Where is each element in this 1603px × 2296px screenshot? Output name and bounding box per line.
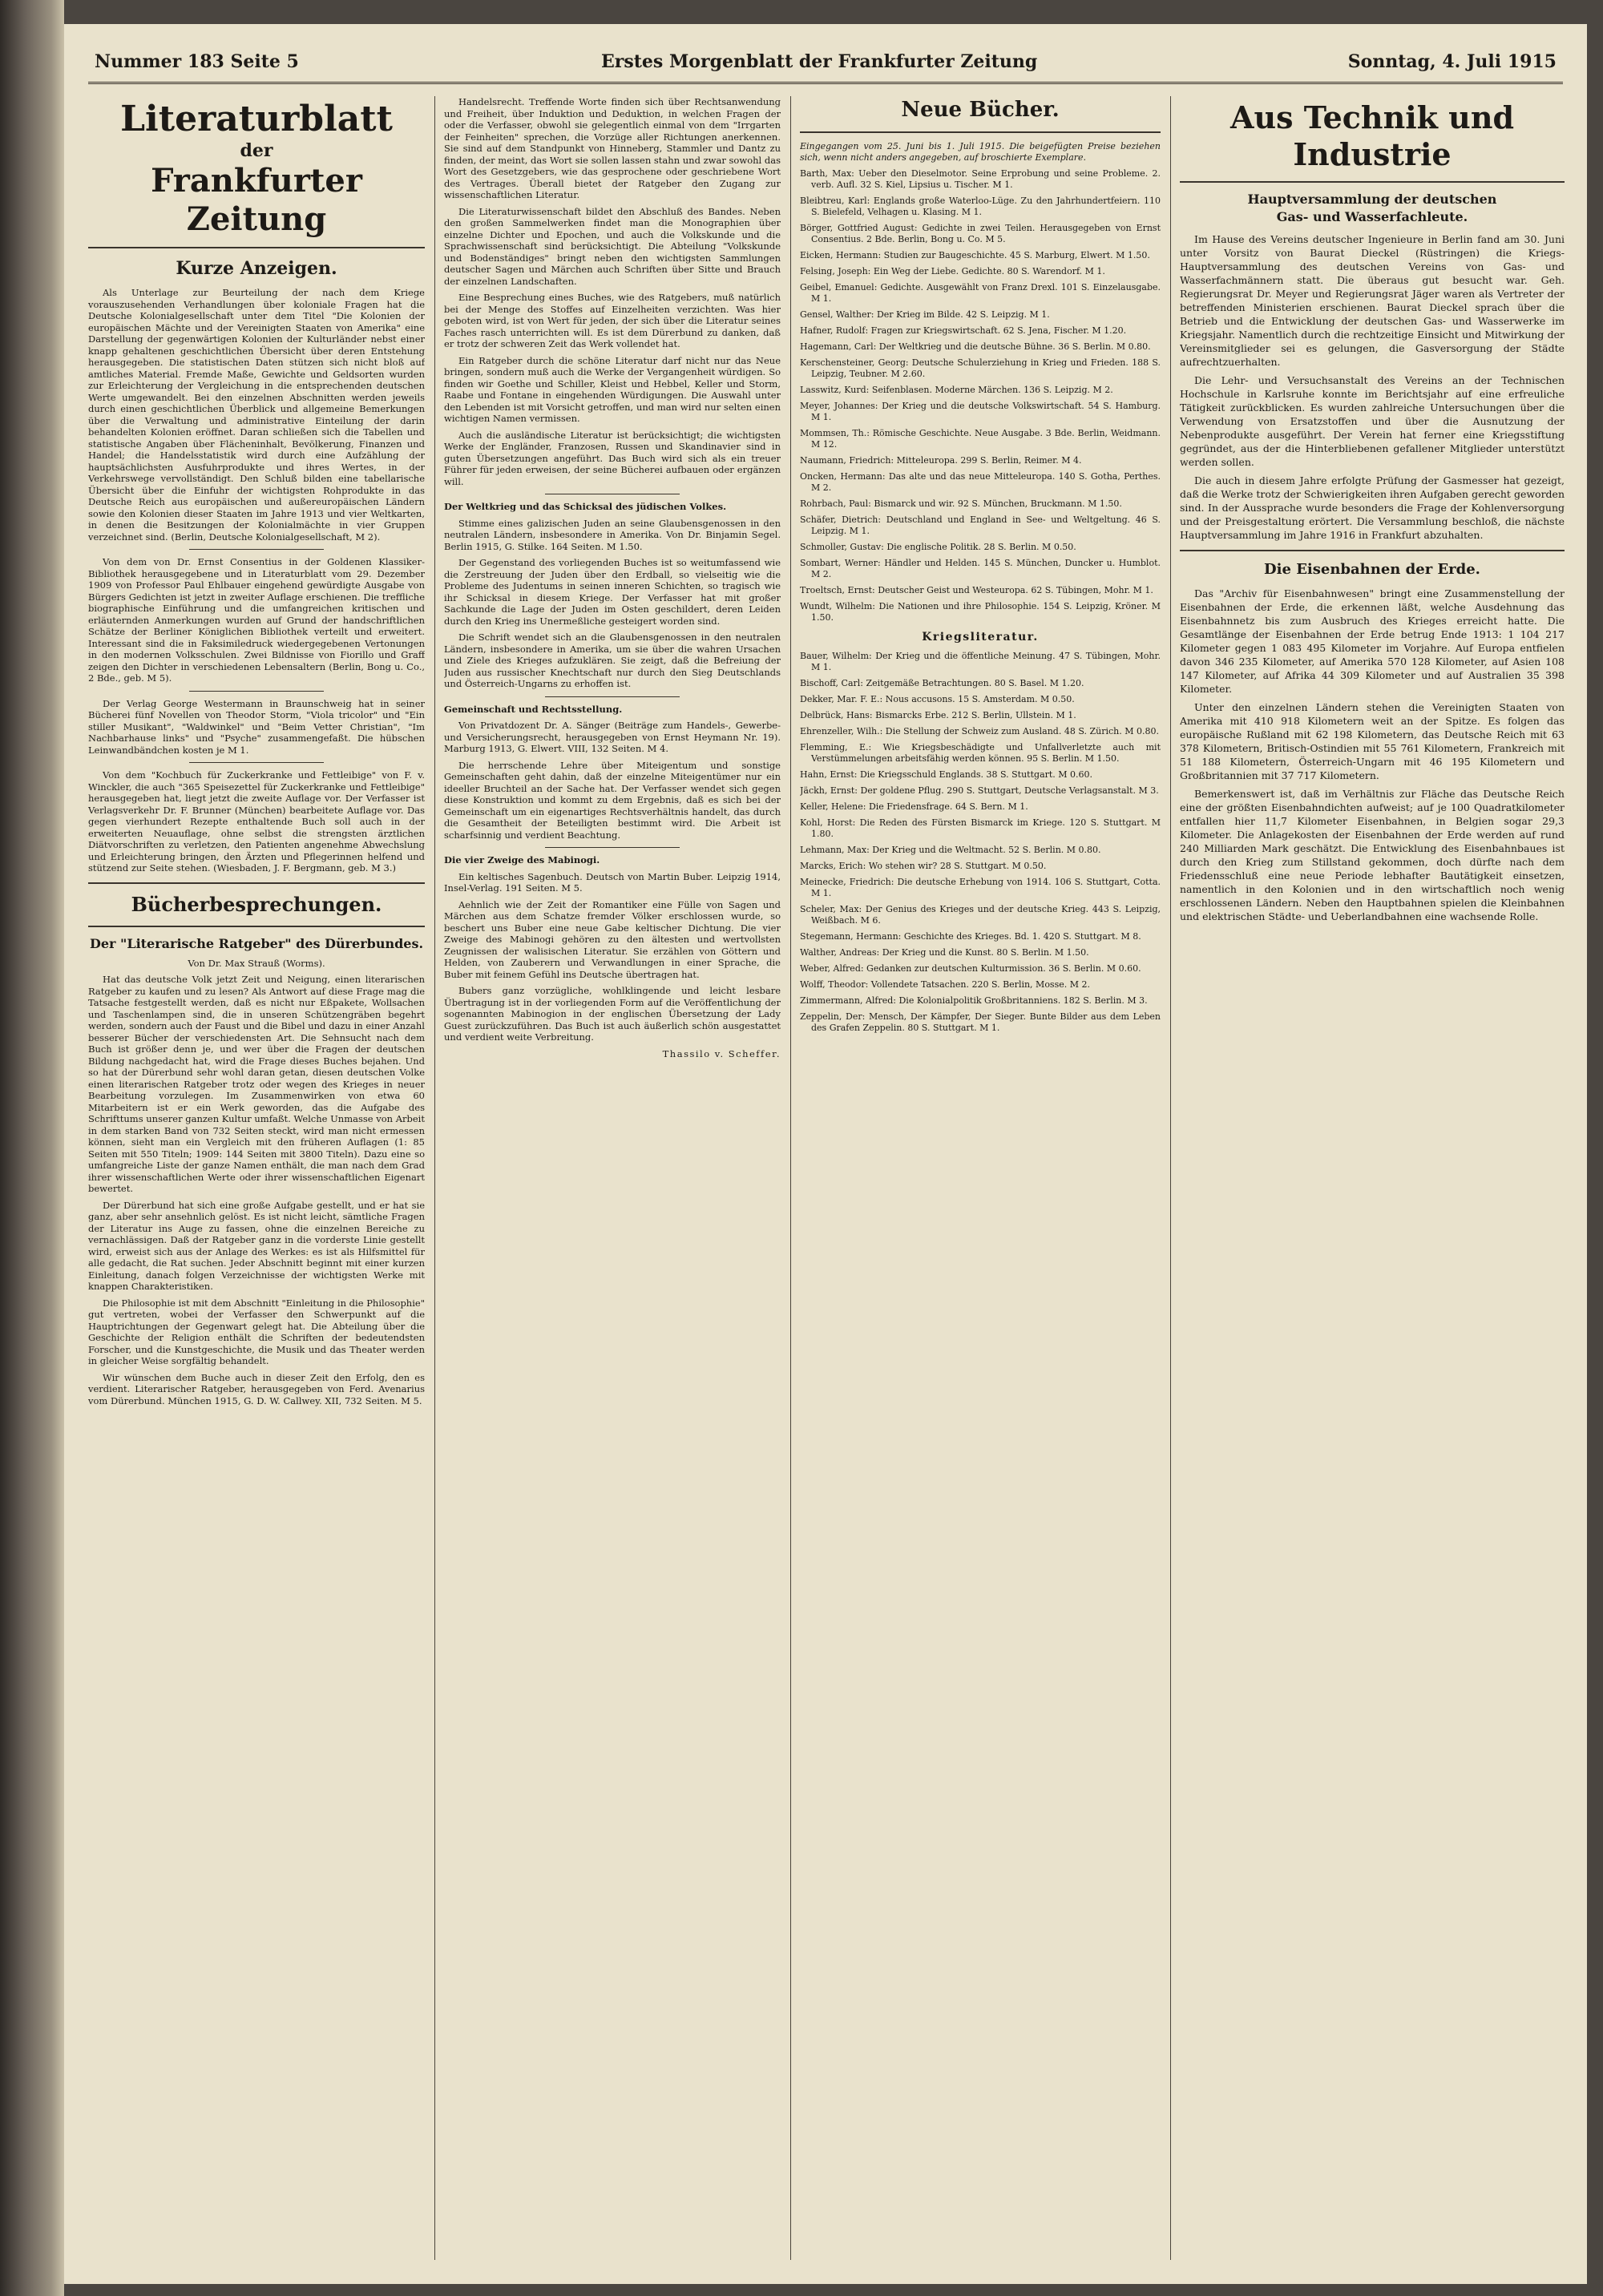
divider xyxy=(545,696,680,697)
divider xyxy=(800,131,1161,133)
article-paragraph: Von dem "Kochbuch für Zuckerkranke und Fettleibige" von F. v. Winckler, die auch "365 Speisezettel für Zuckerkranke und Fettleibige" herausgegeben hat, liegt jetzt die zweite Auflage vor. Der Verfasser ist Verlagsverkehr Dr. F. Brunner (München) bearbeitete Auflage vor. Das gegen vierhundert Rezepte enthaltende Buch soll auch in der erweiterten Neuauflage, ohne selbst die strengsten ärztlichen Diätvorschriften zu verletzen, den Patienten angenehme Abwechslung und Erleichterung bringen, den Ärzten und Pflegerinnen helfend und stützend zur Seite stehen. (Wiesbaden, J. F. Bergmann, geb. M 3.) xyxy=(88,769,425,874)
book-entry: Wolff, Theodor: Vollendete Tatsachen. 220 S. Berlin, Mosse. M 2. xyxy=(800,979,1090,990)
masthead-frankfurter-zeitung: Frankfurter Zeitung xyxy=(151,162,362,238)
article-paragraph: Bubers ganz vorzügliche, wohlklingende und leicht lesbare Übertragung ist in der vorliegenden Form auf die Veröffentlichung der sogenannten Mabinogion in der englischen Übersetzung der Lady Guest zurückzuführen. Das Buch ist auch äußerlich schön ausgestattet und verdient weite Verbreitung. xyxy=(444,985,781,1043)
column-rule xyxy=(1170,96,1171,2260)
book-entry: Dekker, Mar. F. E.: Nous accusons. 15 S. Amsterdam. M 0.50. xyxy=(800,694,1075,704)
divider xyxy=(1180,550,1565,551)
book-entry: Zeppelin, Der: Mensch, Der Kämpfer, Der Sieger. Bunte Bilder aus dem Leben des Grafen Zeppelin. 80 S. Stuttgart. M 1. xyxy=(800,1011,1161,1033)
newspaper-page xyxy=(64,24,1587,2284)
article-paragraph: Von dem von Dr. Ernst Consentius in der Goldenen Klassiker-Bibliothek herausgegebene und in Literaturblatt vom 29. Dezember 1909 von Professor Paul Ehlbauer eingehend gewürdigte Ausgabe von Bürgers Gedichten ist jetzt in zweiter Auflage erschienen. Die treffliche biographische Einführung und die umfangreichen kritischen und erläuternden Anmerkungen wurden auf Grund der handschriftlichen Schätze der Berliner Königlichen Bibliothek verteilt und erweitert. Interessant sind die in Faksimiledruck wiedergegebenen Vertonungen in den modernen Volksschulen. Zwei Bildnisse von Fiorillo und Graff zeigen den Dichter in verschiedenen Lebensaltern (Berlin, Bong u. Co., 2 Bde., geb. M 5). xyxy=(88,556,425,684)
divider xyxy=(88,247,425,248)
war-literature-list xyxy=(800,651,1161,1034)
book-entry: Gensel, Walther: Der Krieg im Bilde. 42 S. Leipzig. M 1. xyxy=(800,309,1050,320)
section-heading-neue-buecher: Neue Bücher. xyxy=(901,98,1060,122)
review-heading: Der "Literarische Ratgeber" des Dürerbundes. xyxy=(89,935,424,951)
article-paragraph: Unter den einzelnen Ländern stehen die Vereinigten Staaten von Amerika mit 410 918 Kilometern weit an der Spitze. Es folgen das europäische Rußland mit 62 198 Kilometern, das Deutsche Reich mit 63 378 Kilometern, Britisch-Ostindien mit 55 761 Kilometern, Frankreich mit 51 188 Kilometern, Österreich-Ungarn mit 46 195 Kilometern und Großbritannien mit 37 717 Kilometern. xyxy=(1180,701,1565,781)
article-paragraph: Ein keltisches Sagenbuch. Deutsch von Martin Buber. Leipzig 1914, Insel-Verlag. 191 Seiten. M 5. xyxy=(444,870,781,894)
book-entry: Hagemann, Carl: Der Weltkrieg und die deutsche Bühne. 36 S. Berlin. M 0.80. xyxy=(800,341,1151,352)
book-entry: Mommsen, Th.: Römische Geschichte. Neue Ausgabe. 3 Bde. Berlin, Weidmann. M 12. xyxy=(800,428,1161,450)
article-paragraph: Ein Ratgeber durch die schöne Literatur darf nicht nur das Neue bringen, sondern muß auch die Werke der Vergangenheit würdigen. So finden wir Goethe und Schiller, Kleist und Hebbel, Keller und Storm, Raabe und Fontane in eingehenden Würdigungen. Die Auswahl unter den Lebenden ist mit Vorsicht getroffen, und man wird nur selten einen wichtigen Namen vermissen. xyxy=(444,354,781,424)
page-header xyxy=(88,40,1563,84)
book-entry: Sombart, Werner: Händler und Helden. 145 S. München, Duncker u. Humblot. M 2. xyxy=(800,558,1161,579)
book-entry: Schäfer, Dietrich: Deutschland und England in See- und Weltgeltung. 46 S. Leipzig. M 1. xyxy=(800,514,1161,536)
review-heading: Der Weltkrieg und das Schicksal des jüdischen Volkes. xyxy=(444,501,727,512)
book-entry: Scheler, Max: Der Genius des Krieges und der deutsche Krieg. 443 S. Leipzig, Weißbach. M 6. xyxy=(800,904,1161,926)
article-paragraph: Im Hause des Vereins deutscher Ingenieure in Berlin fand am 30. Juni unter Vorsitz von Baurat Dieckel (Rüstringen) die Kriegs-Hauptversammlung des deutschen Vereins von Gas- und Wasserfachmännern statt. Die überaus gut besucht war. Geh. Regierungsrat Dr. Meyer und Regierungsrat Jäger waren als Vertreter der betreffenden Ministerien erschienen. Baurat Dieckel sprach über die Betrieb und die Entwicklung der deutschen Gas- und Wasserwerke im Kriegsjahr. Namentlich durch die rechtzeitige Einsicht und Mitwirkung der Vereinsmitglieder sei es gelungen, die Gasversorgung der Städte aufrechtzuerhalten. xyxy=(1180,233,1565,368)
book-entry: Kohl, Horst: Die Reden des Fürsten Bismarck im Kriege. 120 S. Stuttgart. M 1.80. xyxy=(800,817,1161,839)
divider xyxy=(88,926,425,927)
book-entry: Bleibtreu, Karl: Englands große Waterloo-Lüge. Zu den Jahrhundertfeiern. 110 S. Bielefeld, Velhagen u. Klasing. M 1. xyxy=(800,196,1161,217)
column-2 xyxy=(444,96,781,2260)
book-entry: Flemming, E.: Wie Kriegsbeschädigte und Unfallverletzte auch mit Verstümmelungen arbeitsfähig werden können. 95 S. Berlin. M 1.50. xyxy=(800,742,1161,764)
header-date: Sonntag, 4. Juli 1915 xyxy=(1347,51,1557,72)
header-paper-title: Erstes Morgenblatt der Frankfurter Zeitung xyxy=(601,51,1038,72)
article-paragraph: Hat das deutsche Volk jetzt Zeit und Neigung, einen literarischen Ratgeber zu kaufen und zu lesen? Als Antwort auf diese Frage mag die Tatsache festgestellt werden, daß es nicht nur Eßpakete, Wollsachen und Taschenlampen sind, die in unseren Schützengräben begehrt werden, sondern auch der Faust und die Bibel und dazu in einer Anzahl besserer Bücher der verschiedensten Art. Die Sehnsucht nach dem Buch ist größer denn je, und wer über die Fragen der deutschen Bildung nachgedacht hat, wird die Frage dieses Buches bejahen. Und so hat der Dürerbund sehr wohl daran getan, diesen deutschen Volke einen literarischen Ratgeber trotz oder wegen des Krieges in neuer Bearbeitung vorzulegen. Im Zusammenwirken von etwa 60 Mitarbeitern ist er ein Werk geworden, das die Aufgabe des Schrifttums unserer ganzen Kultur umfaßt. Welche Unmasse von Arbeit in dem starken Band von 732 Seiten steckt, wird man nicht ermessen können, sieht man ein Vergleich mit den früheren Auflagen (1: 85 Seiten mit 550 Titeln; 1909: 144 Seiten mit 3800 Titeln). Dazu eine so umfangreiche Liste der ganze Namen enthält, die man nach dem Grad ihrer wissenschaftlichen Werte oder ihrer wissenschaftlichen Eigenart bewertet. xyxy=(88,974,425,1194)
article-paragraph: Als Unterlage zur Beurteilung der nach dem Kriege vorauszusehenden Verhandlungen über koloniale Fragen hat die Deutsche Kolonialgesellschaft unter dem Titel "Die Kolonien der europäischen Mächte und der Vereinigten Staaten von Amerika" eine Darstellung der gegenwärtigen Kolonien der Kulturländer nebst einer knapp gehaltenen geschichtlichen Übersicht über deren Entstehung herausgegeben. Die statistischen Daten stützen sich nicht bloß auf amtliches Material. Fremde Maße, Gewichte und Geldsorten wurden zur Erleichterung der Vergleichung in die entsprechenden deutschen Werte umgewandelt. Bei den einzelnen Abschnitten werden jeweils durch einen geschichtlichen Überblick und allgemeine Bemerkungen über die Verwaltung und administrative Einteilung der darin behandelten Kolonien eröffnet. Daran schließen sich die Tabellen und statistische Angaben über Flächeninhalt, Bevölkerung, Finanzen und Handel; die Handelsstatistik wird durch eine Aufzählung der hauptsächlichsten Ausfuhrprodukte und ihres Wertes, in der Verkehrswege vervollständigt. Den Schluß bilden eine tabellarische Übersicht über die Einfuhr der wichtigsten Rohprodukte in das Deutsche Reich aus europäischen und außereuropäischen Ländern sowie den Kolonien dieser Staaten im Jahre 1913 und vier Weltkarten, in denen die Besitzungen der Kolonialmächte in vier Gruppen verzeichnet sind. (Berlin, Deutsche Kolonialgesellschaft, M 2). xyxy=(88,287,425,543)
divider xyxy=(1180,181,1565,183)
book-entry: Barth, Max: Ueber den Dieselmotor. Seine Erprobung und seine Probleme. 2. verb. Aufl. 32 S. Kiel, Lipsius u. Tischer. M 1. xyxy=(800,168,1161,190)
masthead-der: der xyxy=(240,140,273,161)
review-heading: Gemeinschaft und Rechtsstellung. xyxy=(444,703,623,715)
article-heading: Gas- und Wasserfachleute. xyxy=(1276,209,1468,224)
article-paragraph: Der Gegenstand des vorliegenden Buches ist so weitumfassend wie die Zerstreuung der Juden über den Erdball, so vielseitig wie die Probleme des Judentums in seinen inneren Schichten, so tragisch wie ihr Schicksal in diesem Kriege. Der Verfasser hat mit großer Sachkunde die Lage der Juden im Osten geschildert, deren Leiden durch den Krieg ins Unermeßliche gesteigert worden sind. xyxy=(444,557,781,627)
article-paragraph: Von Privatdozent Dr. A. Sänger (Beiträge zum Handels-, Gewerbe- und Versicherungsrecht, herausgegeben von Ernst Heymann Nr. 19). Marburg 1913, G. Elwert. VIII, 132 Seiten. M 4. xyxy=(444,720,781,754)
divider xyxy=(189,549,324,550)
article-paragraph: Eine Besprechung eines Buches, wie des Ratgebers, muß natürlich bei der Menge des Stoffes auf Einzelheiten verzichten. Was hier geboten wird, ist von Wert für jeden, der sich über die Literatur seines Faches rasch unterrichten will. Es ist dem Dürerbund zu danken, daß er trotz der schweren Zeit das Werk vollendet hat. xyxy=(444,292,781,349)
book-list xyxy=(800,168,1161,623)
book-entry: Delbrück, Hans: Bismarcks Erbe. 212 S. Berlin, Ullstein. M 1. xyxy=(800,710,1076,720)
book-entry: Felsing, Joseph: Ein Weg der Liebe. Gedichte. 80 S. Warendorf. M 1. xyxy=(800,266,1105,276)
book-entry: Meyer, Johannes: Der Krieg und die deutsche Volkswirtschaft. 54 S. Hamburg. M 1. xyxy=(800,401,1161,422)
section-heading-technik-industrie: Aus Technik und Industrie xyxy=(1230,99,1515,172)
article-paragraph: Stimme eines galizischen Juden an seine Glaubensgenossen in den neutralen Ländern, insbesondere in Amerika. Von Dr. Binjamin Segel. Berlin 1915, G. Stilke. 164 Seiten. M 1.50. xyxy=(444,517,781,552)
divider xyxy=(189,762,324,763)
article-paragraph: Die Literaturwissenschaft bildet den Abschluß des Bandes. Neben den großen Sammelwerken findet man die Monographien über einzelne Dichter und Epochen, und auch die Volkskunde und die Sprachwissenschaft sind berücksichtigt. Die Abteilung "Volkskunde und Bodenständiges" bringt neben den wichtigsten Sammlungen deutscher Sagen und Märchen auch Schriften über Sitte und Brauch der einzelnen Landschaften. xyxy=(444,205,781,287)
book-entry: Naumann, Friedrich: Mitteleuropa. 299 S. Berlin, Reimer. M 4. xyxy=(800,455,1082,466)
article-paragraph: Aehnlich wie der Zeit der Romantiker eine Fülle von Sagen und Märchen aus dem Schatze fremder Völker erschlossen wurde, so beschert uns Buber eine neue Gabe keltischer Dichtung. Die vier Zweige des Mabinogi gehören zu den ältesten und wertvollsten Zeugnissen der walisischen Literatur. Sie erzählen von Göttern und Helden, von Zauberern und Verwandlungen in einer Sprache, die Buber mit feinem Gefühl ins Deutsche übertragen hat. xyxy=(444,898,781,980)
book-entry: Marcks, Erich: Wo stehen wir? 28 S. Stuttgart. M 0.50. xyxy=(800,861,1047,871)
article-heading: Hauptversammlung der deutschen xyxy=(1247,192,1497,207)
divider xyxy=(88,882,425,884)
section-heading-kurze-anzeigen: Kurze Anzeigen. xyxy=(176,258,337,279)
book-entry: Geibel, Emanuel: Gedichte. Ausgewählt von Franz Drexl. 101 S. Einzelausgabe. M 1. xyxy=(800,282,1161,304)
book-entry: Eicken, Hermann: Studien zur Baugeschichte. 45 S. Marburg, Elwert. M 1.50. xyxy=(800,250,1150,260)
article-heading: Die Eisenbahnen der Erde. xyxy=(1264,561,1480,578)
article-paragraph: Die Philosophie ist mit dem Abschnitt "Einleitung in die Philosophie" gut vertreten, wobei der Verfasser den Schwerpunkt auf die Hauptrichtungen der Gegenwart gelegt hat. Die Abteilung über die Geschichte der Religion enthält die Schriften der bedeutendsten Forscher, und die Kunstgeschichte, die Musik und das Theater werden in gleicher Weise sorgfältig behandelt. xyxy=(88,1297,425,1366)
article-paragraph: Der Verlag George Westermann in Braunschweig hat in seiner Bücherei fünf Novellen von Theodor Storm, "Viola tricolor" und "Ein stiller Musikant", "Waldwinkel" und "Beim Vetter Christian", "Im Nachbarhause links" und "Psyche" zusammengefaßt. Die hübschen Leinwandbändchen kosten je M 1. xyxy=(88,697,425,756)
book-entry: Börger, Gottfried August: Gedichte in zwei Teilen. Herausgegeben von Ernst Consentius. 2 Bde. Berlin, Bong u. Co. M 5. xyxy=(800,223,1161,244)
article-paragraph: Die herrschende Lehre über Miteigentum und sonstige Gemeinschaften geht dahin, daß der einzelne Miteigentümer nur ein ideeller Bruchteil an der Sache hat. Der Verfasser wendet sich gegen diese Konstruktion und kommt zu dem Ergebnis, daß es sich bei der Gemeinschaft um ein eigenartiges Rechtsverhältnis handelt, das durch die Gesamtheit der Beteiligten bestimmt wird. Die Arbeit ist scharfsinnig und verdient Beachtung. xyxy=(444,759,781,841)
article-paragraph: Bemerkenswert ist, daß im Verhältnis zur Fläche das Deutsche Reich eine der größten Eisenbahndichten aufweist; auf je 100 Quadratkilometer entfallen hier 11,7 Kilometer Eisenbahnen, in Belgien sogar 29,3 Kilometer. Die Anlagekosten der Eisenbahnen der Erde werden auf rund 240 Milliarden Mark geschätzt. Die Entwicklung des Eisenbahnbaues ist durch den Krieg zum Stillstand gekommen, doch dürfte nach dem Friedensschluß eine neue Periode lebhafter Bautätigkeit einsetzen, namentlich in den Kolonien und in den wirtschaftlich noch wenig erschlossenen Ländern. Neben den Hauptbahnen spielen die Kleinbahnen und elektrischen Städte- und Ueberlandbahnen eine wachsende Rolle. xyxy=(1180,788,1565,922)
column-3 xyxy=(800,96,1161,2260)
column-4 xyxy=(1180,96,1565,2260)
article-paragraph: Der Dürerbund hat sich eine große Aufgabe gestellt, und er hat sie ganz, aber sehr ansehnlich gelöst. Es ist nicht leicht, sämtliche Fragen der Literatur ins Auge zu fassen, ohne die einzelnen Bereiche zu vernachlässigen. Daß der Ratgeber ganz in die vorderste Linie gestellt wird, erweist sich aus der Anlage des Werkes: es ist als Hilfsmittel für alle gedacht, die Rat suchen. Jeder Abschnitt beginnt mit einer kurzen Einleitung, danach folgen Verzeichnisse der wichtigsten Werke mit knappen Charakteristiken. xyxy=(88,1199,425,1292)
divider xyxy=(545,847,680,848)
section-heading-buecherbesprechungen: Bücherbesprechungen. xyxy=(131,892,382,916)
book-entry: Ehrenzeller, Wilh.: Die Stellung der Schweiz zum Ausland. 48 S. Zürich. M 0.80. xyxy=(800,726,1159,736)
book-binding xyxy=(0,0,64,2296)
article-paragraph: Das "Archiv für Eisenbahnwesen" bringt eine Zusammenstellung der Eisenbahnen der Erde, die erkennen läßt, welche Ausdehnung das Eisenbahnnetz bis zum Ausbruch des Krieges erreicht hatte. Die Gesamtlänge der Eisenbahnen der Erde betrug Ende 1913: 1 104 217 Kilometer gegen 1 083 495 Kilometer im Vorjahre. Auf Europa entfielen davon 346 235 Kilometer, auf Amerika 570 128 Kilometer, auf Asien 108 147 Kilometer, auf Afrika 44 309 Kilometer und auf Australien 35 398 Kilometer. xyxy=(1180,587,1565,695)
article-paragraph: Die Lehr- und Versuchsanstalt des Vereins an der Technischen Hochschule in Karlsruhe konnte im Berichtsjahr auf eine erfreuliche Tätigkeit zurückblicken. Es wurden zahlreiche Untersuchungen über die Verwendung von Ersatzstoffen und über die Ausnutzung der Nebenprodukte ausgeführt. Der Verein hat ferner eine Kriegsstiftung gegründet, aus der die Hinterbliebenen gefallener Mitglieder unterstützt werden sollen. xyxy=(1180,374,1565,468)
book-entry: Keller, Helene: Die Friedensfrage. 64 S. Bern. M 1. xyxy=(800,801,1028,812)
article-paragraph: Handelsrecht. Treffende Worte finden sich über Rechtsanwendung und Freiheit, über Induktion und Deduktion, in welchen Fragen der oder die Verfasser, obwohl sie gelegentlich einmal von dem "Irrgarten der Feinheiten" sprechen, die Vorzüge aller Richtungen anerkennen. Sie sind auf dem Standpunkt von Hinneberg, Stammler und Dantz zu finden, der meint, das Wort sie sollen lassen stahn und zwar sowohl das Wort des Gesetzgebers, wie das gesprochene oder geschriebene Wort des Vertrages. Überall bietet der Ratgeber den Zugang zur wissenschaftlichen Literatur. xyxy=(444,96,781,200)
article-paragraph: Die Schrift wendet sich an die Glaubensgenossen in den neutralen Ländern, insbesondere in Amerika, um sie über die wahren Ursachen und Ziele des Krieges aufzuklären. Sie zeigt, daß die Befreiung der Juden aus russischer Knechtschaft nur durch den Sieg Deutschlands und Österreich-Ungarns zu erhoffen ist. xyxy=(444,632,781,689)
book-entry: Walther, Andreas: Der Krieg und die Kunst. 80 S. Berlin. M 1.50. xyxy=(800,947,1089,958)
section-heading-kriegsliteratur: Kriegsliteratur. xyxy=(922,631,1039,644)
review-heading: Die vier Zweige des Mabinogi. xyxy=(444,854,600,866)
book-entry: Bischoff, Carl: Zeitgemäße Betrachtungen. 80 S. Basel. M 1.20. xyxy=(800,678,1084,688)
book-entry: Lasswitz, Kurd: Seifenblasen. Moderne Märchen. 136 S. Leipzig. M 2. xyxy=(800,385,1113,395)
book-entry: Bauer, Wilhelm: Der Krieg und die öffentliche Meinung. 47 S. Tübingen, Mohr. M 1. xyxy=(800,651,1161,672)
book-entry: Wundt, Wilhelm: Die Nationen und ihre Philosophie. 154 S. Leipzig, Kröner. M 1.50. xyxy=(800,601,1161,623)
book-entry: Hahn, Ernst: Die Kriegsschuld Englands. 38 S. Stuttgart. M 0.60. xyxy=(800,769,1093,780)
book-entry: Kerschensteiner, Georg: Deutsche Schulerziehung in Krieg und Frieden. 188 S. Leipzig, Teubner. M 2.60. xyxy=(800,357,1161,379)
article-paragraph: Die auch in diesem Jahre erfolgte Prüfung der Gasmesser hat gezeigt, daß die Werke trotz der Schwierigkeiten ihren Aufgaben gerecht geworden sind. In der Aussprache wurde besonders die Frage der Kohlenversorgung und der Preisgestaltung erörtert. Die Versammlung beschloß, die nächste Hauptversammlung im Jahre 1916 in Frankfurt abzuhalten. xyxy=(1180,474,1565,541)
book-entry: Troeltsch, Ernst: Deutscher Geist und Westeuropa. 62 S. Tübingen, Mohr. M 1. xyxy=(800,585,1153,595)
divider xyxy=(189,691,324,692)
masthead-literaturblatt: Literaturblatt xyxy=(120,99,393,139)
book-entry: Oncken, Hermann: Das alte und das neue Mitteleuropa. 140 S. Gotha, Perthes. M 2. xyxy=(800,471,1161,493)
article-paragraph: Wir wünschen dem Buche auch in dieser Zeit den Erfolg, den es verdient. Literarischer Ratgeber, herausgegeben von Ferd. Avenarius vom Dürerbund. München 1915, G. D. W. Callwey. XII, 732 Seiten. M 5. xyxy=(88,1371,425,1406)
column-1 xyxy=(88,96,425,2260)
book-entry: Hafner, Rudolf: Fragen zur Kriegswirtschaft. 62 S. Jena, Fischer. M 1.20. xyxy=(800,325,1127,336)
book-entry: Meinecke, Friedrich: Die deutsche Erhebung von 1914. 106 S. Stuttgart, Cotta. M 1. xyxy=(800,877,1161,898)
header-issue-number: Nummer 183 Seite 5 xyxy=(95,51,299,72)
review-byline: Von Dr. Max Strauß (Worms). xyxy=(188,957,325,969)
book-entry: Schmoller, Gustav: Die englische Politik. 28 S. Berlin. M 0.50. xyxy=(800,542,1076,552)
column-rule xyxy=(790,96,791,2260)
article-paragraph: Auch die ausländische Literatur ist berücksichtigt; die wichtigsten Werke der Engländer, Franzosen, Russen und Skandinavier sind in guten Übersetzungen angeführt. Das Buch wird sich als ein treuer Führer für jeden erweisen, der seine Bücherei aufbauen oder ergänzen will. xyxy=(444,429,781,487)
book-entry: Zimmermann, Alfred: Die Kolonialpolitik Großbritanniens. 182 S. Berlin. M 3. xyxy=(800,995,1148,1006)
book-entry: Jäckh, Ernst: Der goldene Pflug. 290 S. Stuttgart, Deutsche Verlagsanstalt. M 3. xyxy=(800,785,1159,796)
column-rule xyxy=(434,96,435,2260)
book-entry: Weber, Alfred: Gedanken zur deutschen Kulturmission. 36 S. Berlin. M 0.60. xyxy=(800,963,1141,974)
book-entry: Stegemann, Hermann: Geschichte des Krieges. Bd. 1. 420 S. Stuttgart. M 8. xyxy=(800,931,1141,942)
book-entry: Rohrbach, Paul: Bismarck und wir. 92 S. München, Bruckmann. M 1.50. xyxy=(800,498,1122,509)
list-intro: Eingegangen vom 25. Juni bis 1. Juli 1915. Die beigefügten Preise beziehen sich, wenn nicht anders angegeben, auf broschierte Exemplare. xyxy=(800,141,1161,163)
book-entry: Lehmann, Max: Der Krieg und die Weltmacht. 52 S. Berlin. M 0.80. xyxy=(800,845,1101,855)
review-signature: Thassilo v. Scheffer. xyxy=(662,1047,781,1059)
